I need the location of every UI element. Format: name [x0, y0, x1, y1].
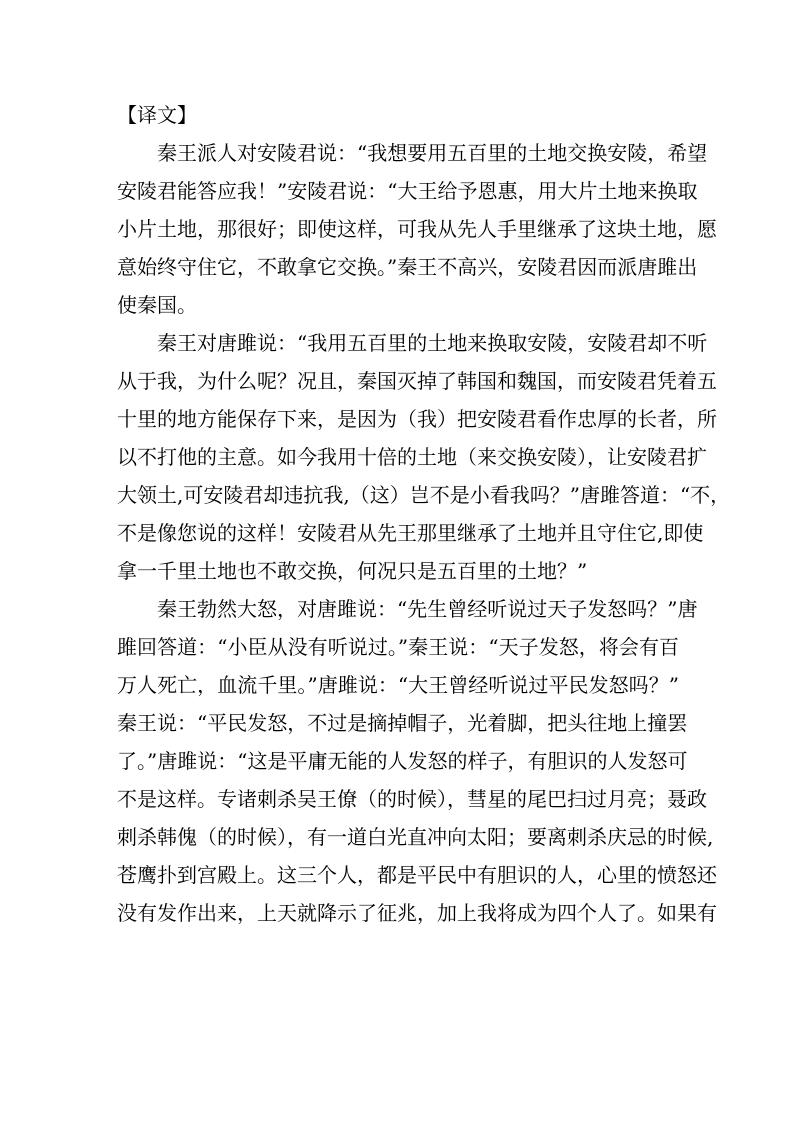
paragraph-2	[117, 324, 731, 590]
paragraph-line: 了。”唐雎说：“这是平庸无能的人发怒的样子，有胆识的人发怒可	[117, 749, 688, 773]
paragraph-line: 秦王勃然大怒，对唐雎说：“先生曾经听说过天子发怒吗？”唐	[157, 597, 698, 621]
paragraph-line: 意始终守住它，不敢拿它交换。”秦王不高兴，安陵君因而派唐雎出	[117, 255, 698, 279]
paragraph-line: 秦王派人对安陵君说：“我想要用五百里的土地交换安陵，希望	[157, 141, 708, 165]
paragraph-line: 秦王说：“平民发怒，不过是摘掉帽子，光着脚，把头往地上撞罢	[117, 711, 688, 735]
paragraph-line: 安陵君能答应我！”安陵君说：“大王给予恩惠，用大片土地来换取	[117, 179, 698, 203]
paragraph-line: 不是像您说的这样！安陵君从先王那里继承了土地并且守住它,即使	[117, 521, 704, 545]
paragraph-line: 没有发作出来，上天就降示了征兆，加上我将成为四个人了。如果有	[117, 901, 717, 925]
paragraph-1	[117, 134, 717, 324]
section-heading: 【译文】	[117, 103, 197, 127]
paragraph-line: 不是这样。专诸刺杀吴王僚（的时候），彗星的尾巴扫过月亮；聂政	[117, 787, 707, 811]
paragraph-line: 十里的地方能保存下来，是因为（我）把安陵君看作忠厚的长者，所	[117, 407, 717, 431]
paragraph-line: 大领土,可安陵君却违抗我,（这）岂不是小看我吗？”唐雎答道：“不，	[117, 483, 731, 507]
paragraph-line: 万人死亡，血流千里。”唐雎说：“大王曾经听说过平民发怒吗？”	[117, 673, 679, 697]
paragraph-line: 秦王对唐雎说：“我用五百里的土地来换取安陵，安陵君却不听	[157, 331, 708, 355]
paragraph-line: 以不打他的主意。如今我用十倍的土地（来交换安陵），让安陵君扩	[117, 445, 707, 469]
paragraph-line: 从于我，为什么呢？况且，秦国灭掉了韩国和魏国，而安陵君凭着五	[117, 369, 717, 393]
document-page	[117, 96, 731, 932]
paragraph-3	[117, 590, 717, 932]
paragraph-line: 刺杀韩傀（的时候），有一道白光直冲向太阳；要离刺杀庆忌的时候,	[117, 825, 714, 849]
paragraph-line: 使秦国。	[117, 293, 197, 317]
paragraph-line: 小片土地，那很好；即使这样，可我从先人手里继承了这块土地，愿	[117, 217, 717, 241]
paragraph-line: 拿一千里土地也不敢交换，何况只是五百里的土地？”	[117, 559, 588, 583]
paragraph-line: 苍鹰扑到宫殿上。这三个人，都是平民中有胆识的人，心里的愤怒还	[117, 863, 717, 887]
paragraph-line: 雎回答道：“小臣从没有听说过。”秦王说：“天子发怒，将会有百	[117, 635, 679, 659]
